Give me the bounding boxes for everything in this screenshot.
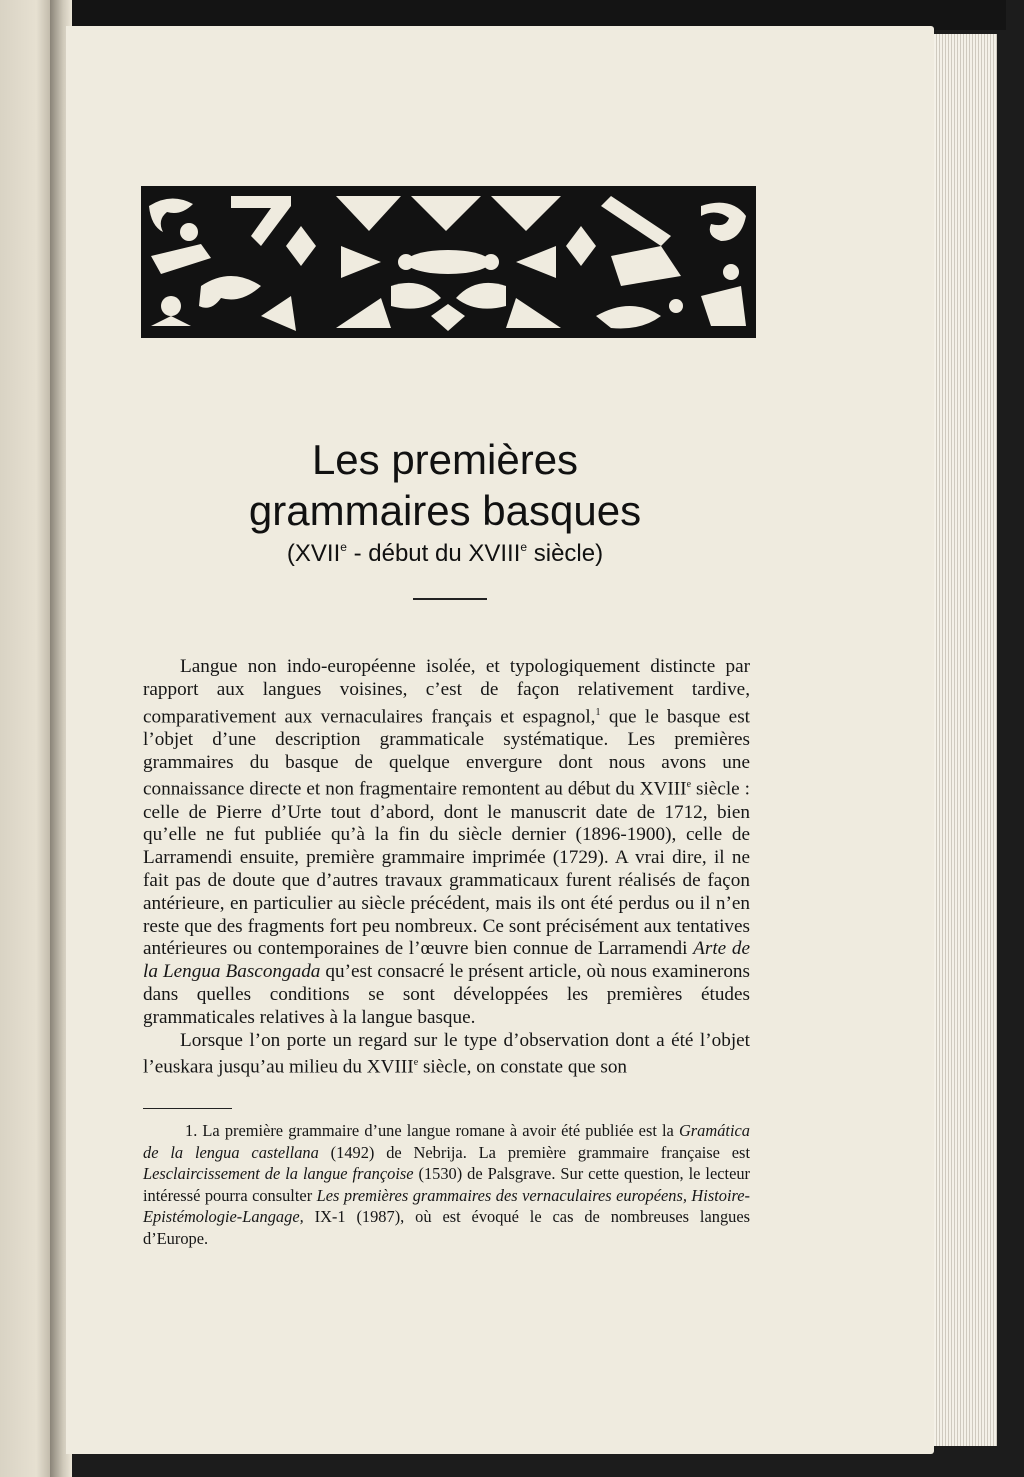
book-title: Lesclaircissement de la langue françoise	[143, 1164, 414, 1184]
footnote-reference: 1	[595, 706, 601, 718]
paragraph-2	[143, 1030, 750, 1080]
subtitle-part: (XVII	[286, 540, 341, 567]
book-title: Gramática de la lengua castellana	[143, 1121, 750, 1162]
article-body	[143, 656, 750, 1080]
text-run: qu’est consacré le présent article, où nous examinerons dans quelles conditions se sont développées les premières études grammaticales relatives à la langue basque.	[143, 961, 750, 1028]
footnote-divider	[143, 1108, 232, 1109]
title-line-2: grammaires basques	[248, 487, 642, 534]
text-run: 1. La première grammaire d’une langue romane à avoir été publiée est la	[185, 1121, 679, 1140]
text-run: Langue non indo-européenne isolée, et typologiquement distincte par rapport aux langues voisines, c’est de façon relativement tardive, comparativement aux vernaculaires français et espagnol,	[143, 656, 750, 727]
superscript: e	[686, 779, 692, 791]
footnote-1	[143, 1120, 750, 1250]
title-divider	[413, 598, 487, 600]
title-line-1: Les premières	[311, 436, 579, 483]
ornamental-header-band	[141, 186, 756, 338]
text-run: que le basque est l’objet d’une description grammaticale systématique. Les premières grammaires du basque de quelque envergure dont nous avons une connaissance directe et non fragmentaire remontent au début du XVIII	[143, 705, 750, 800]
subtitle-part: siècle)	[527, 540, 604, 567]
text-run: Lorsque l’on porte un regard sur le type d’observation dont a été l’objet l’euskara jusqu’au milieu du XVIII	[143, 1029, 750, 1078]
text-run: siècle, on constate que son	[418, 1056, 628, 1078]
text-run: IX-1 (1987), où est évoqué le cas de nombreuses langues d’Europe.	[143, 1207, 750, 1248]
subtitle-superscript: e	[340, 540, 347, 554]
text-run: (1492) de Nebrija. La première grammaire française est	[318, 1142, 750, 1162]
paragraph-1	[143, 656, 750, 1030]
subtitle	[140, 532, 750, 569]
left-page-edge	[0, 0, 52, 1477]
text-run: siècle : celle de Pierre d’Urte tout d’abord, dont le manuscrit date de 1712, bien qu’elle ne fut publiée qu’à la fin du siècle dernier (1896-1900), celle de Larramendi ensuite, première grammaire imprimée (1729). A vrai dire, il ne fait pas de doute que d’autres travaux grammaticaux furent réalisés de façon antérieure, en particulier au siècle précédent, mais ils ont été perdus ou il n’en reste que des fragments fort peu nombreux. Ce sont précisément aux tentatives antérieures ou contemporaines de l’œuvre bien connue de Larramendi	[143, 778, 751, 960]
text-run: (1530) de Palsgrave. Sur cette question, le lecteur intéressé pourra consulter	[143, 1164, 750, 1205]
book-title: Arte de la Lengua Bascongada	[143, 938, 750, 983]
superscript: e	[413, 1057, 419, 1069]
page-edges	[930, 34, 997, 1446]
subtitle-part: - début du XVIII	[346, 540, 521, 567]
book-title: Les premières grammaires des vernaculaires européens, Histoire-Epistémologie-Langage,	[143, 1185, 751, 1227]
subtitle-superscript: e	[520, 540, 528, 554]
